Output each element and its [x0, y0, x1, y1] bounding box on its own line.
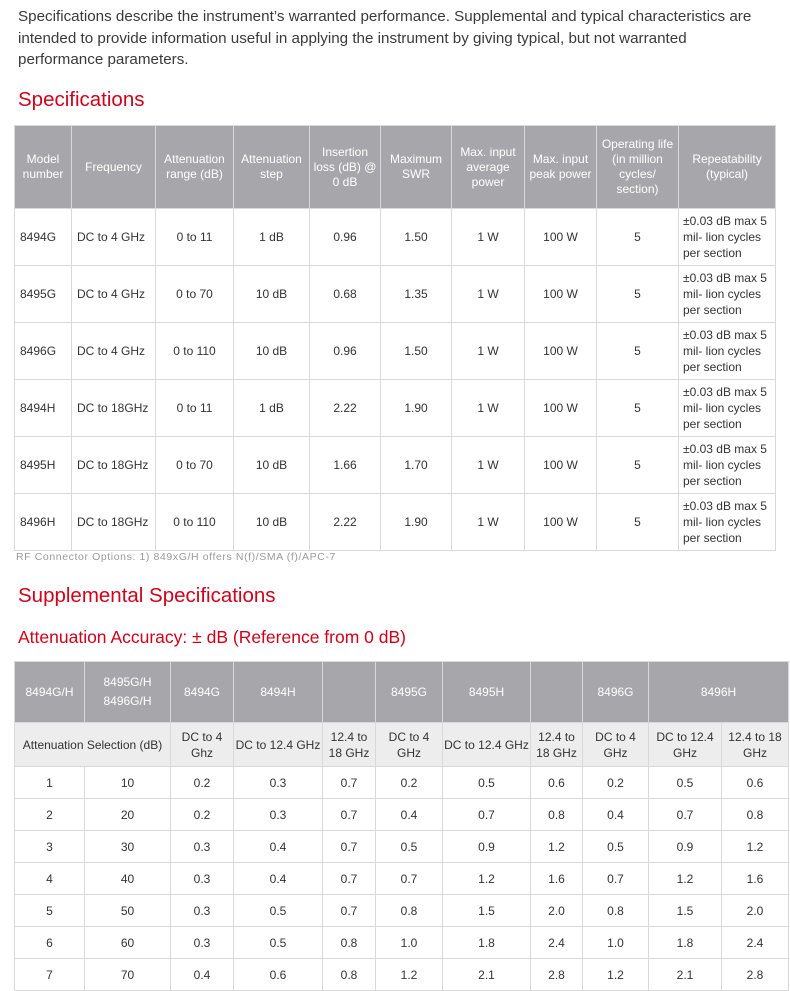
table-cell: 0.3 — [171, 831, 234, 863]
table-cell: 100 W — [525, 323, 597, 380]
table-cell: 1.2 — [722, 831, 789, 863]
table-cell: 5 — [597, 323, 679, 380]
table-cell: 0.6 — [234, 959, 323, 991]
table-cell: 0 to 11 — [156, 209, 234, 266]
table-cell: 1.90 — [381, 494, 452, 551]
table-cell: DC to 18GHz — [72, 437, 156, 494]
table-cell: 0.4 — [234, 831, 323, 863]
table-cell: 0.96 — [310, 323, 381, 380]
table-cell: 100 W — [525, 209, 597, 266]
table-cell: 0.2 — [376, 767, 443, 799]
table-cell: DC to 4 GHz — [72, 323, 156, 380]
table-cell: ±0.03 dB max 5 mil- lion cycles per section — [679, 209, 776, 266]
acc-header-8494gh: 8494G/H — [15, 662, 85, 723]
table-row — [15, 380, 776, 437]
table-cell: 5 — [597, 380, 679, 437]
acc-header-blank-1 — [323, 662, 376, 723]
acc-sub-8495h-dc124: DC to 12.4 GHz — [443, 723, 531, 767]
table-cell: 6 — [15, 927, 85, 959]
table-cell: 2.1 — [649, 959, 722, 991]
table-cell: ±0.03 dB max 5 mil- lion cycles per section — [679, 494, 776, 551]
table-cell: 1.8 — [443, 927, 531, 959]
table-row — [15, 209, 776, 266]
table-cell: 5 — [597, 266, 679, 323]
table-cell: 0.3 — [171, 863, 234, 895]
acc-header-8495-8496gh — [85, 662, 171, 723]
table-cell: 1.66 — [310, 437, 381, 494]
col-header-avg-power: Max. input average power — [452, 126, 525, 209]
table-cell: DC to 18GHz — [72, 494, 156, 551]
table-cell: 1 W — [452, 494, 525, 551]
acc-header-8496g: 8496G — [583, 662, 649, 723]
acc-header-8494h: 8494H — [234, 662, 323, 723]
table-cell: 0 to 110 — [156, 494, 234, 551]
table-cell: 8495H — [15, 437, 72, 494]
acc-header-8495h: 8495H — [443, 662, 531, 723]
specifications-table — [14, 125, 776, 551]
table-cell: 5 — [15, 895, 85, 927]
table-cell: ±0.03 dB max 5 mil- lion cycles per section — [679, 380, 776, 437]
accuracy-table — [14, 661, 789, 991]
table-cell: 1 W — [452, 437, 525, 494]
table-cell: 0.7 — [649, 799, 722, 831]
acc-header-blank-2 — [531, 662, 583, 723]
table-cell: 2.8 — [531, 959, 583, 991]
col-header-model: Model number — [15, 126, 72, 209]
acc-sub-8495g-dc4: DC to 4 GHz — [376, 723, 443, 767]
table-cell: 0.7 — [323, 799, 376, 831]
table-cell: 0.2 — [171, 799, 234, 831]
table-cell: 0.7 — [323, 831, 376, 863]
table-cell: 0.8 — [722, 799, 789, 831]
table-cell: 1.35 — [381, 266, 452, 323]
table-cell: 0.5 — [234, 895, 323, 927]
table-cell: 2.22 — [310, 494, 381, 551]
table-cell: 0.9 — [443, 831, 531, 863]
table-cell: 0.7 — [376, 863, 443, 895]
accuracy-heading: Attenuation Accuracy: ± dB (Reference from 0 dB) — [18, 627, 406, 647]
table-cell: 7 — [15, 959, 85, 991]
table-cell: 0 to 11 — [156, 380, 234, 437]
table-cell: 0.7 — [583, 863, 649, 895]
connector-note: RF Connector Options: 1) 849xG/H offers N(f)/SMA (f)/APC-7 — [16, 551, 336, 563]
table-cell: 0.2 — [171, 767, 234, 799]
table-cell: 10 — [85, 767, 171, 799]
acc-header-8495gh: 8495G/H — [103, 675, 152, 689]
table-cell: 0.5 — [583, 831, 649, 863]
table-cell: ±0.03 dB max 5 mil- lion cycles per section — [679, 323, 776, 380]
table-cell: 10 dB — [234, 266, 310, 323]
table-cell: 0.7 — [323, 863, 376, 895]
table-cell: 0.8 — [323, 959, 376, 991]
spec-header-row — [15, 126, 776, 209]
table-cell: 5 — [597, 437, 679, 494]
col-header-max-swr: Maximum SWR — [381, 126, 452, 209]
table-row — [15, 959, 789, 991]
table-cell: 1.50 — [381, 209, 452, 266]
accuracy-header-row — [15, 662, 789, 723]
col-header-operating-life: Operating life (in million cycles/ section) — [597, 126, 679, 209]
table-cell: 0.5 — [443, 767, 531, 799]
table-cell: 0 to 110 — [156, 323, 234, 380]
table-row — [15, 895, 789, 927]
table-cell: 0.2 — [583, 767, 649, 799]
table-cell: 1.2 — [531, 831, 583, 863]
acc-sub-8496h-dc124: DC to 12.4 GHz — [649, 723, 722, 767]
table-cell: DC to 4 GHz — [72, 209, 156, 266]
table-cell: ±0.03 dB max 5 mil- lion cycles per section — [679, 266, 776, 323]
col-header-repeatability: Repeatability (typical) — [679, 126, 776, 209]
table-row — [15, 831, 789, 863]
acc-header-8496gh: 8496G/H — [103, 694, 152, 708]
table-cell: 1 W — [452, 323, 525, 380]
table-cell: 0.4 — [171, 959, 234, 991]
table-cell: 8495G — [15, 266, 72, 323]
table-cell: 1.2 — [443, 863, 531, 895]
table-cell: 1 — [15, 767, 85, 799]
table-cell: 0.4 — [376, 799, 443, 831]
table-cell: 5 — [597, 209, 679, 266]
table-cell: 10 dB — [234, 323, 310, 380]
table-cell: ±0.03 dB max 5 mil- lion cycles per section — [679, 437, 776, 494]
table-row — [15, 266, 776, 323]
table-cell: 100 W — [525, 380, 597, 437]
table-cell: 10 dB — [234, 494, 310, 551]
table-cell: 30 — [85, 831, 171, 863]
table-cell: 2.1 — [443, 959, 531, 991]
table-cell: 1.2 — [583, 959, 649, 991]
specifications-heading: Specifications — [18, 88, 145, 111]
table-row — [15, 437, 776, 494]
table-cell: DC to 4 GHz — [72, 266, 156, 323]
supplemental-heading: Supplemental Specifications — [18, 584, 276, 607]
table-row — [15, 863, 789, 895]
table-cell: 0.4 — [234, 863, 323, 895]
table-cell: 1.6 — [722, 863, 789, 895]
table-cell: 8496H — [15, 494, 72, 551]
col-header-attenuation-step: Attenuation step — [234, 126, 310, 209]
table-cell: 0.3 — [234, 767, 323, 799]
table-cell: 1 W — [452, 209, 525, 266]
table-cell: 0 to 70 — [156, 266, 234, 323]
table-cell: 1.70 — [381, 437, 452, 494]
table-cell: 3 — [15, 831, 85, 863]
table-cell: 0.8 — [583, 895, 649, 927]
table-cell: 50 — [85, 895, 171, 927]
table-cell: 0.8 — [376, 895, 443, 927]
table-cell: 0.6 — [722, 767, 789, 799]
acc-sub-8496g-dc4: DC to 4 GHz — [583, 723, 649, 767]
table-cell: 5 — [597, 494, 679, 551]
table-cell: 0.7 — [323, 767, 376, 799]
acc-sub-8495h-124-18: 12.4 to 18 GHz — [531, 723, 583, 767]
table-cell: 2.4 — [531, 927, 583, 959]
table-cell: 0.5 — [376, 831, 443, 863]
table-row — [15, 494, 776, 551]
table-cell: 8494G — [15, 209, 72, 266]
table-cell: 2 — [15, 799, 85, 831]
table-cell: 1 dB — [234, 209, 310, 266]
acc-sub-8494g-dc4: DC to 4 Ghz — [171, 723, 234, 767]
table-cell: DC to 18GHz — [72, 380, 156, 437]
table-cell: 4 — [15, 863, 85, 895]
table-cell: 1.5 — [443, 895, 531, 927]
table-cell: 0.7 — [443, 799, 531, 831]
table-cell: 8494H — [15, 380, 72, 437]
table-cell: 1.8 — [649, 927, 722, 959]
table-cell: 70 — [85, 959, 171, 991]
table-cell: 8496G — [15, 323, 72, 380]
table-row — [15, 927, 789, 959]
col-header-frequency: Frequency — [72, 126, 156, 209]
table-cell: 1.6 — [531, 863, 583, 895]
acc-header-8494g: 8494G — [171, 662, 234, 723]
table-cell: 60 — [85, 927, 171, 959]
acc-header-8496h: 8496H — [649, 662, 789, 723]
table-cell: 0 to 70 — [156, 437, 234, 494]
table-cell: 10 dB — [234, 437, 310, 494]
accuracy-subheader-row — [15, 723, 789, 767]
table-cell: 1 dB — [234, 380, 310, 437]
col-header-peak-power: Max. input peak power — [525, 126, 597, 209]
col-header-attenuation-range: Attenuation range (dB) — [156, 126, 234, 209]
acc-sub-8496h-124-18: 12.4 to 18 GHz — [722, 723, 789, 767]
table-cell: 1.50 — [381, 323, 452, 380]
table-cell: 1.90 — [381, 380, 452, 437]
table-cell: 2.8 — [722, 959, 789, 991]
table-cell: 2.0 — [531, 895, 583, 927]
table-cell: 2.4 — [722, 927, 789, 959]
table-cell: 1.2 — [649, 863, 722, 895]
table-row — [15, 767, 789, 799]
table-cell: 0.9 — [649, 831, 722, 863]
table-cell: 2.22 — [310, 380, 381, 437]
acc-sub-8494h-dc124: DC to 12.4 GHz — [234, 723, 323, 767]
table-cell: 1 W — [452, 266, 525, 323]
table-cell: 0.4 — [583, 799, 649, 831]
acc-sub-8494h-124-18: 12.4 to 18 GHz — [323, 723, 376, 767]
acc-sub-attenuation-selection: Attenuation Selection (dB) — [15, 723, 171, 767]
table-cell: 40 — [85, 863, 171, 895]
table-row — [15, 799, 789, 831]
table-cell: 0.8 — [323, 927, 376, 959]
table-cell: 0.3 — [234, 799, 323, 831]
acc-header-8495g: 8495G — [376, 662, 443, 723]
table-cell: 100 W — [525, 494, 597, 551]
table-cell: 0.3 — [171, 895, 234, 927]
table-cell: 1.2 — [376, 959, 443, 991]
table-cell: 0.8 — [531, 799, 583, 831]
intro-paragraph: Specifications describe the instrument’s warranted performance. Supplemental and typical characteristics are intended to provide information useful in applying the instrument by giving typical, but not warranted performance parameters. — [18, 8, 752, 68]
table-cell: 0.3 — [171, 927, 234, 959]
table-cell: 100 W — [525, 266, 597, 323]
table-cell: 1.0 — [583, 927, 649, 959]
table-cell: 2.0 — [722, 895, 789, 927]
table-cell: 1.0 — [376, 927, 443, 959]
table-cell: 20 — [85, 799, 171, 831]
table-cell: 1.5 — [649, 895, 722, 927]
table-row — [15, 323, 776, 380]
table-cell: 0.6 — [531, 767, 583, 799]
table-cell: 1 W — [452, 380, 525, 437]
table-cell: 0.96 — [310, 209, 381, 266]
table-cell: 100 W — [525, 437, 597, 494]
table-cell: 0.5 — [649, 767, 722, 799]
table-cell: 0.7 — [323, 895, 376, 927]
col-header-insertion-loss: Insertion loss (dB) @ 0 dB — [310, 126, 381, 209]
table-cell: 0.68 — [310, 266, 381, 323]
table-cell: 0.5 — [234, 927, 323, 959]
